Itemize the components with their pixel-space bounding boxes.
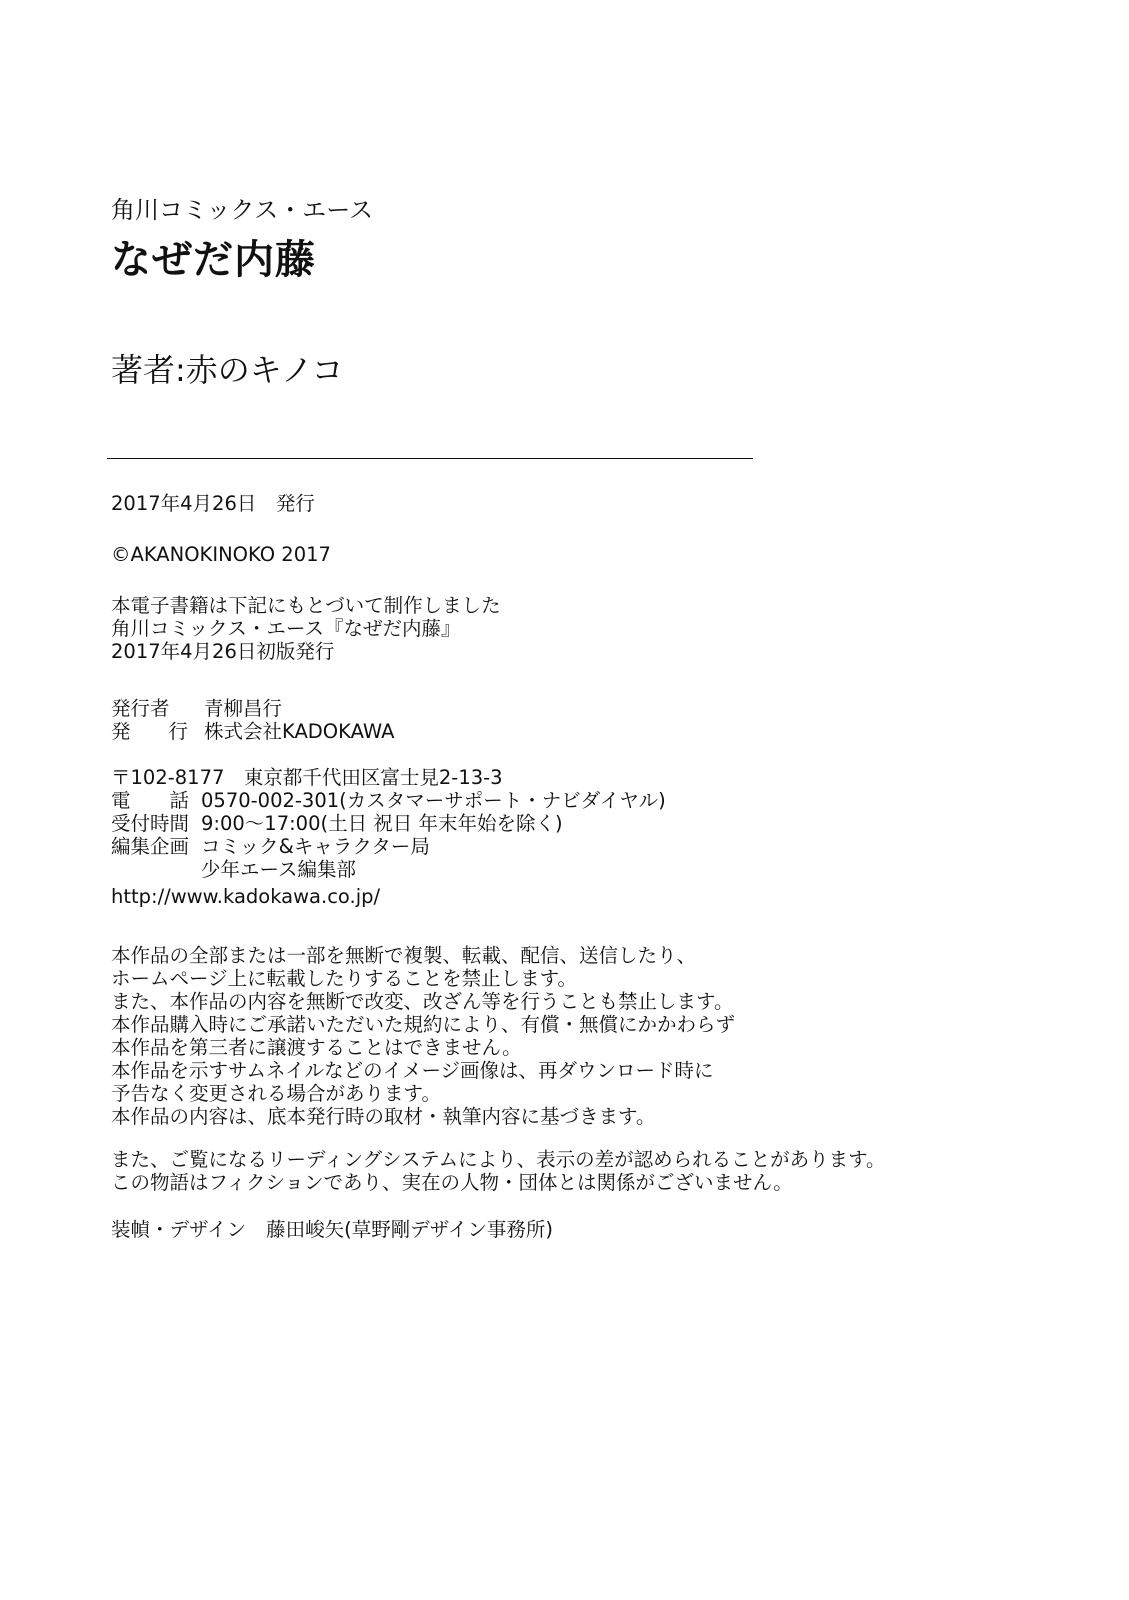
designer: 藤田峻矢(草野剛デザイン事務所) [266, 1218, 553, 1241]
editorial-row [111, 835, 666, 858]
phone-label-char: 話 [169, 789, 189, 812]
legal-notice-block [111, 944, 735, 1128]
legal-line: 本作品購入時にご承諾いただいた規約により、有償・無償にかかわらず [111, 1013, 736, 1036]
contact-block [111, 766, 666, 881]
publisher-person-row [111, 697, 394, 720]
editorial-label: 編集企画 [111, 835, 190, 858]
postal-address: 〒102-8177 東京都千代田区富士見2-13-3 [111, 766, 503, 789]
phone-row [111, 789, 666, 812]
legal-line: 本作品を示すサムネイルなどのイメージ画像は、再ダウンロード時に [111, 1059, 714, 1082]
hours-row [111, 812, 666, 835]
book-title: なぜだ内藤 [111, 237, 316, 283]
divider-rule [107, 458, 753, 459]
display-line: この物語はフィクションであり、実在の人物・団体とは関係がございません。 [111, 1171, 793, 1194]
design-credit [111, 1218, 553, 1241]
phone-label-char: 電 [111, 789, 131, 812]
phone-label [111, 789, 189, 812]
legal-line: 本作品を第三者に譲渡することはできません。 [111, 1036, 522, 1059]
display-line: また、ご覧になるリーディングシステムにより、表示の差が認められることがあります。 [111, 1148, 886, 1171]
issuer-row [111, 720, 394, 743]
issuer: 株式会社KADOKAWA [204, 720, 395, 743]
editorial-dept: 少年エース編集部 [201, 858, 357, 881]
source-edition-block [111, 594, 501, 663]
editorial-dept: コミック&キャラクター局 [201, 835, 430, 858]
publication-date: 2017年4月26日 発行 [111, 492, 315, 515]
publisher-block [111, 697, 394, 743]
legal-line: ホームページ上に転載したりすることを禁止します。 [111, 967, 578, 990]
source-line: 本電子書籍は下記にもとづいて制作しました [111, 594, 501, 617]
editorial-label-spacer [111, 858, 201, 881]
hours: 9:00～17:00(土日 祝日 年末年始を除く) [201, 812, 563, 835]
copyright-notice: ©AKANOKINOKO 2017 [111, 543, 331, 566]
design-label: 装幀・デザイン [111, 1218, 247, 1241]
issuer-label [111, 720, 188, 743]
editorial-row-2 [111, 858, 666, 881]
source-line: 角川コミックス・エース『なぜだ内藤』 [111, 617, 461, 640]
legal-line: 予告なく変更される場合があります。 [111, 1082, 441, 1105]
publisher-person: 青柳昌行 [204, 697, 283, 720]
display-notice-block [111, 1148, 886, 1194]
series-name: 角川コミックス・エース [111, 196, 374, 224]
issuer-label-char: 発 [111, 720, 131, 743]
legal-line: 本作品の内容は、底本発行時の取材・執筆内容に基づきます。 [111, 1105, 656, 1128]
publisher-person-label: 発行者 [111, 697, 170, 720]
phone-number: 0570-002-301(カスタマーサポート・ナビダイヤル) [201, 789, 666, 812]
source-line: 2017年4月26日初版発行 [111, 640, 335, 663]
hours-label: 受付時間 [111, 812, 190, 835]
author-line: 著者:赤のキノコ [111, 351, 344, 389]
issuer-label-char: 行 [168, 720, 188, 743]
publisher-url[interactable]: http://www.kadokawa.co.jp/ [111, 885, 381, 908]
legal-line: 本作品の全部または一部を無断で複製、転載、配信、送信したり、 [111, 944, 697, 967]
legal-line: また、本作品の内容を無断で改変、改ざん等を行うことも禁止します。 [111, 990, 734, 1013]
